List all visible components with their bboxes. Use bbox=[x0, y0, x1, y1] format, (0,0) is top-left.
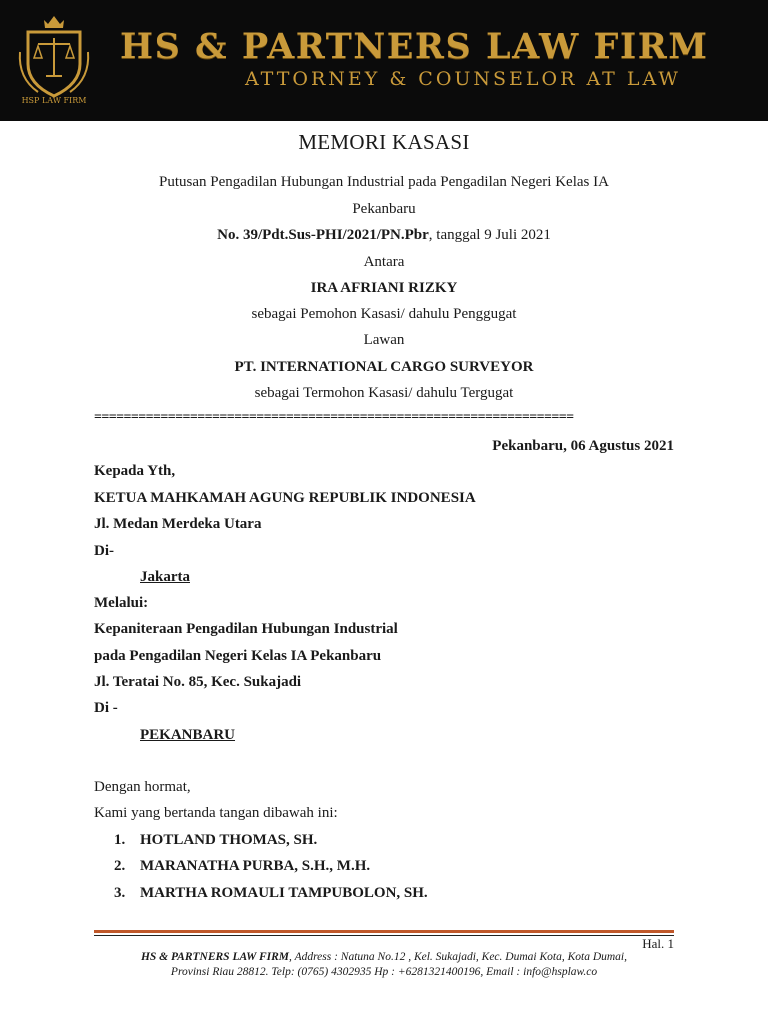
signatory-number: 1. bbox=[114, 832, 126, 848]
party-2-role: sebagai Termohon Kasasi/ dahulu Tergugat bbox=[254, 385, 514, 401]
footer-address-line-2: Provinsi Riau 28812. Telp: (0765) 4302935 Hp : +6281321400196, Email : info@hsplaw.co bbox=[170, 966, 598, 978]
city-1: Jakarta bbox=[140, 569, 190, 585]
greeting: Dengan hormat, bbox=[94, 779, 191, 795]
logo-caption: HSP LAW FIRM bbox=[21, 96, 87, 105]
address-1: Jl. Medan Merdeka Utara bbox=[94, 516, 262, 532]
case-reference bbox=[0, 227, 768, 244]
di-label-2: Di - bbox=[94, 700, 118, 716]
footer-rule-accent bbox=[94, 930, 674, 933]
signatory-name: MARANATHA PURBA, S.H., M.H. bbox=[140, 858, 371, 874]
di-label-1: Di- bbox=[94, 543, 114, 559]
case-number: No. 39/Pdt.Sus-PHI/2021/PN.Pbr bbox=[217, 227, 429, 243]
lawan-label: Lawan bbox=[363, 332, 405, 348]
city-2: PEKANBARU bbox=[140, 727, 236, 743]
via-line-2: pada Pengadilan Negeri Kelas IA Pekanbaru bbox=[94, 648, 382, 664]
signatory-number: 2. bbox=[114, 858, 126, 874]
signatory-name: HOTLAND THOMAS, SH. bbox=[140, 832, 318, 848]
signatory-item bbox=[114, 858, 370, 875]
firm-tagline: ATTORNEY & COUNSELOR AT LAW bbox=[245, 68, 681, 90]
subtitle-line-2: Pekanbaru bbox=[352, 201, 416, 217]
intro-text: Kami yang bertanda tangan dibawah ini: bbox=[94, 805, 338, 821]
addressee: KETUA MAHKAMAH AGUNG REPUBLIK INDONESIA bbox=[94, 490, 476, 506]
signatory-name: MARTHA ROMAULI TAMPUBOLON, SH. bbox=[140, 885, 428, 901]
via-line-1: Kepaniteraan Pengadilan Hubungan Industrial bbox=[94, 621, 398, 637]
antara-label: Antara bbox=[363, 254, 405, 270]
footer-rule bbox=[94, 935, 674, 936]
page-number: Hal. 1 bbox=[642, 936, 674, 951]
address-2: Jl. Teratai No. 85, Kec. Sukajadi bbox=[94, 674, 302, 690]
signatory-item bbox=[114, 832, 317, 849]
subtitle-line-1: Putusan Pengadilan Hubungan Industrial pada Pengadilan Negeri Kelas IA bbox=[159, 174, 609, 190]
document-title: MEMORI KASASI bbox=[298, 130, 470, 154]
footer-address-1: , Address : Natuna No.12 , Kel. Sukajadi, Kec. Dumai Kota, Kota Dumai, bbox=[289, 951, 628, 963]
party-2-name: PT. INTERNATIONAL CARGO SURVEYOR bbox=[234, 359, 534, 375]
separator-line: ================================================================= bbox=[94, 410, 574, 425]
place-date: Pekanbaru, 06 Agustus 2021 bbox=[492, 438, 674, 454]
scales-of-justice-logo-icon bbox=[14, 12, 94, 106]
party-1-name: IRA AFRIANI RIZKY bbox=[310, 280, 458, 296]
footer-address-line-1 bbox=[94, 951, 674, 963]
firm-name: HS & PARTNERS LAW FIRM bbox=[120, 26, 709, 67]
signatory-number: 3. bbox=[114, 885, 126, 901]
letterhead-banner bbox=[0, 0, 768, 121]
signatory-item bbox=[114, 885, 428, 902]
party-1-role: sebagai Pemohon Kasasi/ dahulu Penggugat bbox=[251, 306, 517, 322]
case-date: , tanggal 9 Juli 2021 bbox=[428, 227, 551, 243]
melalui-label: Melalui: bbox=[94, 595, 149, 611]
footer-firm-name: HS & PARTNERS LAW FIRM bbox=[140, 951, 290, 963]
kepada-label: Kepada Yth, bbox=[94, 463, 176, 479]
